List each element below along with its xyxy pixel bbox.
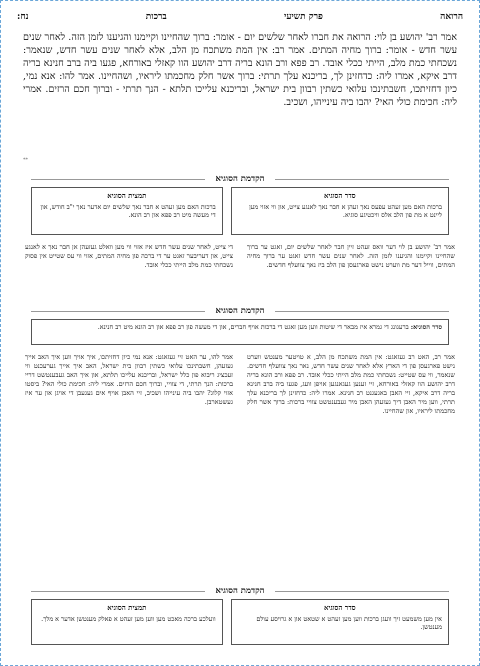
section-summary-row <box>31 599 449 645</box>
section-heading: הקדמת הסוגיא <box>1 305 479 316</box>
translation-columns <box>25 353 455 571</box>
page-number: נח: <box>17 12 29 22</box>
box-label: סדר הסוגיא: <box>410 323 442 331</box>
translation-column-left: אמר להו, ער האט זיי געזאגט: אנא נמי כיון דחזיתכו, איך אויך ווען איך האב אייך געזעהן, חשבתינכו עלואי כשתין רבוון בית ישראל, האב איך אייך גערעכנט ווי זעכציג ריבוא פון כלל ישראל, ובריכנא עלייכו תלתא, און איך האב געבענטשט דריי ברכות: הנך תרתי, די צוויי, וברוך חכם הרזים. אמרי ליה: חכימת כולי האי? ביסטו אזוי קלוג? יהבו ביה עינייהו ושכיב, זיי האבן אויף אים געגעבן די אויגן און ער איז געשטארבן. <box>25 353 233 406</box>
section-summary-row <box>31 187 449 235</box>
box-text: ברכות האם מען זעהט א חבר נאך שלשים יום אדער נאך י"ב חודש, און די מעשה מיט רב פפא און רב הונא. <box>40 202 216 220</box>
box-text: ברעגונג די גמרא איז מבאר די שיטות ווען מען זאגט די ברכות אויף חברים, און די מעשה פון רב פפא און רב הונא מיט רב חנינא. <box>97 323 409 331</box>
order-of-sugya-box <box>31 319 449 345</box>
running-header <box>17 11 463 25</box>
box-title: תמצית הסוגיא <box>107 603 147 612</box>
box-text: ברכות האם מען זעהט עפעס נאך זעהן א חבר נאך לאנגע צייט, און ווי אזוי מען ליינט א מת פון הלב אלס וויכטיגע סוגיא. <box>249 202 442 220</box>
tractate-name: ברכות <box>145 12 167 22</box>
translation-column-right: אמר רב, האט רב געזאגט: אין המת משתכח מן הלב, א טויטער מענטש ווערט נישט פארגעסן פון די הארץ אלא לאחר שנים עשר חדש, נאר נאך צוועלף חדשים. שנאמר, ווי עס שטייט: נשכחתי כמת מלב הייתי ככלי אובד. רב פפא ורב הונא בריה דרב יהושע הוו קאזלי באורחא, זיי זענען געגאנגען אויפן וועג, פגעו ביה ברב חנינא בריה דרב איקא, זיי האבן באגעגנט רב חנינא. אמרו ליה: כדחזינן לך בריכנא עלך תרתי, ווען מיר האבן דיך געזעהן האבן מיר געבענטשט צוויי ברכות: ברוך אשר חלק מחכמתו ליראיו, און שהחיינו. <box>247 353 455 415</box>
chapter-number: פרק תשיעי <box>283 12 323 22</box>
sugya-summary-box <box>31 187 223 235</box>
translation-column-right: אמר רב' יהושע בן לוי דער וואס זעהט זיין חבר לאחר שלשים יום, זאגט ער ברוך שהחיינו וקיימנו והגיענו לזמן הזה. לאחר שנים עשר חדש זאגט ער ברוך מחיה המתים, ווייל דער מת ווערט נישט פארגעסן פון הלב ביז נאך צוועלף חדשים. <box>247 243 455 269</box>
sugya-summary-box <box>31 599 223 645</box>
section-heading: הקדמת הסוגיא <box>1 173 479 184</box>
box-title: תמצית הסוגיא <box>107 191 147 200</box>
translation-column-left: די צייט, לאחר שנים עשר חדש איז אזוי ווי מען וואלט געזעהן אן חבר נאך א לאנגע צייט, און דעריבער זאגט ער די ברכה פון מחיה המתים, אזוי ווי עס שטייט אין פסוק נשכחתי כמת מלב הייתי ככלי אובד. <box>25 243 233 269</box>
chapter-name: הרואה <box>440 12 463 22</box>
box-title: סדר הסוגיא <box>324 603 356 612</box>
section-heading: הקדמת הסוגיא <box>1 585 479 596</box>
footnote-mark: ** <box>23 157 28 163</box>
box-text: אין מען משמעט זיך וועגן ברכות ווען מען זעהט א שטאט און א גרויסע עולם מענטשן. <box>256 614 442 632</box>
box-text: וועלכע ברכה מאכט מען ווען מען זעהט א פאלק מענטשן אדער א מלך. <box>41 614 216 623</box>
gemara-main-text: אמר רב' יהושע בן לוי: הרואה את חברו לאחר שלשים יום - אומר: ברוך שהחיינו וקיימנו והגיענו לזמן הזה. לאחר שנים עשר חדש - אומר: ברוך מחיה המתים. אמר רב: אין המת משתכח מן הלב, אלא לאחר שנים עשר חדש, שנאמר: נשכחתי כמת מלב, הייתי ככלי אובד. רב פפא ורב הונא בריה דרב יהושע הוו קאזלי באורחא, פגעו ביה ברב חנינא בריה דרב איקא, אמרו ליה: כדחזינן לך, בריכנא עלך תרתי: ברוך אשר חלק מחכמתו ליראיו, ושהחיינו. אמר להו: אנא נמי, כיון דחזיתכו, חשבתינכו עלואי כשתין רבוון בית ישראל, ובריכנא עלייכו תלתא - הנך תרתי - וברוך חכם הרזים. אמרי ליה: חכימת כולי האי? יהבו ביה עינייהו, ושכיב. <box>23 32 457 108</box>
box-title: סדר הסוגיא <box>324 191 356 200</box>
translation-columns <box>25 243 455 299</box>
order-of-sugya-box <box>231 187 449 235</box>
order-of-sugya-box <box>231 599 449 645</box>
